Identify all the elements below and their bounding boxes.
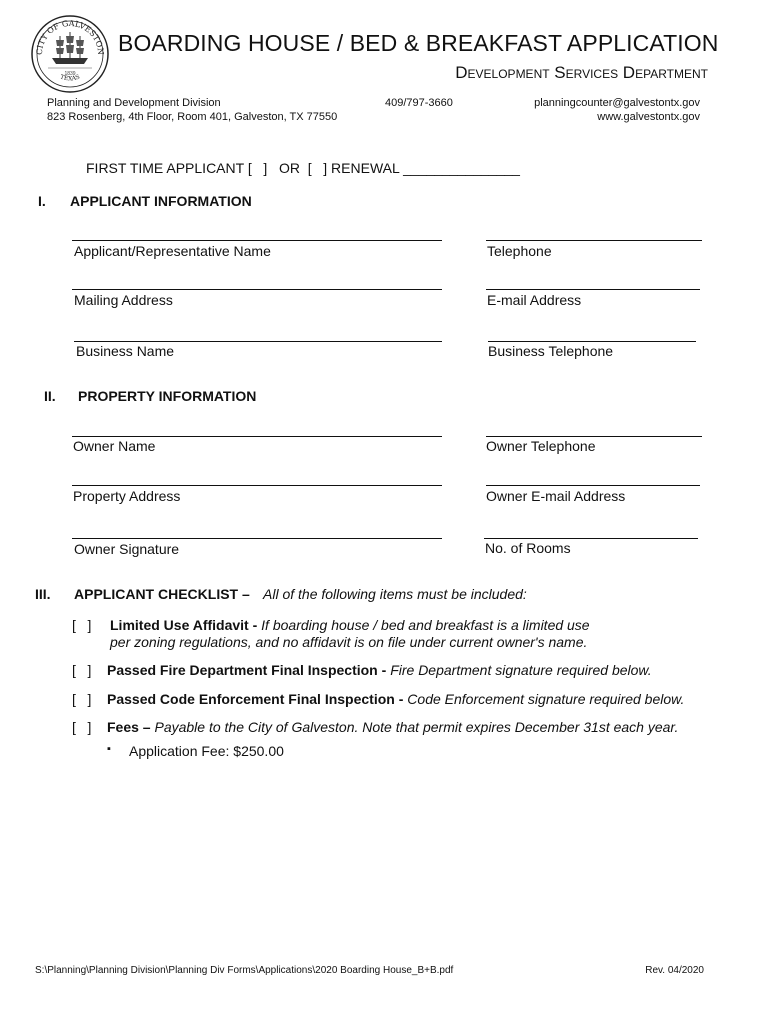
applicant-name-line[interactable] [72,240,442,241]
city-seal-logo [30,14,110,94]
bullet-icon: ▪ [107,743,111,755]
checkbox-code-enforcement[interactable]: [ ] [72,691,92,707]
checklist-item-code-enforcement: Passed Code Enforcement Final Inspection - Code Enforcement signature required below. [107,691,685,707]
checkbox-fees[interactable]: [ ] [72,719,92,735]
division-name: Planning and Development Division [47,97,221,109]
owner-email-label: Owner E-mail Address [486,488,626,504]
revision-date: Rev. 04/2020 [645,965,704,976]
owner-signature-line[interactable] [72,538,442,539]
rooms-line[interactable] [484,538,698,539]
seal-bottom-text: TEXAS [59,73,81,83]
mailing-address-label: Mailing Address [74,292,173,308]
office-address: 823 Rosenberg, 4th Floor, Room 401, Galveston, TX 77550 [47,111,338,123]
checklist-item-affidavit: Limited Use Affidavit - If boarding house / bed and breakfast is a limited use [110,617,590,633]
business-name-line[interactable] [74,341,442,342]
checkbox-affidavit[interactable]: [ ] [72,617,92,633]
business-name-label: Business Name [76,343,175,359]
checklist-item-fees: Fees – Payable to the City of Galveston. Note that permit expires December 31st each year. [107,719,679,735]
checklist-item-affidavit-cont: per zoning regulations, and no affidavit is on file under current owner's name. [110,634,588,650]
applicant-name-label: Applicant/Representative Name [74,243,271,259]
business-telephone-line[interactable] [488,341,696,342]
owner-telephone-label: Owner Telephone [486,438,596,454]
seal-top-text: CITY OF GALVESTON [34,18,106,56]
section-2-heading: PROPERTY INFORMATION [78,388,257,404]
owner-name-line[interactable] [72,436,442,437]
office-website: www.galvestontx.gov [597,111,700,123]
telephone-line[interactable] [486,240,702,241]
office-phone: 409/797-3660 [385,97,453,109]
email-label: E-mail Address [487,292,582,308]
office-email: planningcounter@galvestontx.gov [534,97,700,109]
document-title: BOARDING HOUSE / BED & BREAKFAST APPLICATION [118,30,719,56]
owner-signature-label: Owner Signature [74,541,180,557]
checkbox-fire-inspection[interactable]: [ ] [72,662,92,678]
section-2-numeral: II. [44,388,56,404]
application-fee: Application Fee: $250.00 [129,743,284,759]
checklist-item-fire-inspection: Passed Fire Department Final Inspection - Fire Department signature required below. [107,662,652,678]
owner-name-label: Owner Name [73,438,156,454]
file-path: S:\Planning\Planning Division\Planning Div Forms\Applications\2020 Boarding House_B+B.pdf [35,965,454,976]
applicant-type-line[interactable]: FIRST TIME APPLICANT [ ] OR [ ] RENEWAL _______________ [86,160,520,176]
owner-telephone-line[interactable] [486,436,702,437]
checklist-note: All of the following items must be included: [263,586,527,602]
section-1-numeral: I. [38,193,46,209]
property-address-label: Property Address [73,488,181,504]
section-3-heading: APPLICANT CHECKLIST – [74,586,250,602]
business-telephone-label: Business Telephone [488,343,614,359]
property-address-line[interactable] [72,485,442,486]
department-name: Development Services Department [455,63,708,82]
rooms-label: No. of Rooms [485,540,571,556]
seal-year: 1839 [64,71,76,77]
section-3-numeral: III. [35,586,51,602]
mailing-address-line[interactable] [72,289,442,290]
email-line[interactable] [486,289,700,290]
telephone-label: Telephone [487,243,552,259]
owner-email-line[interactable] [486,485,700,486]
section-1-heading: APPLICANT INFORMATION [70,193,252,209]
